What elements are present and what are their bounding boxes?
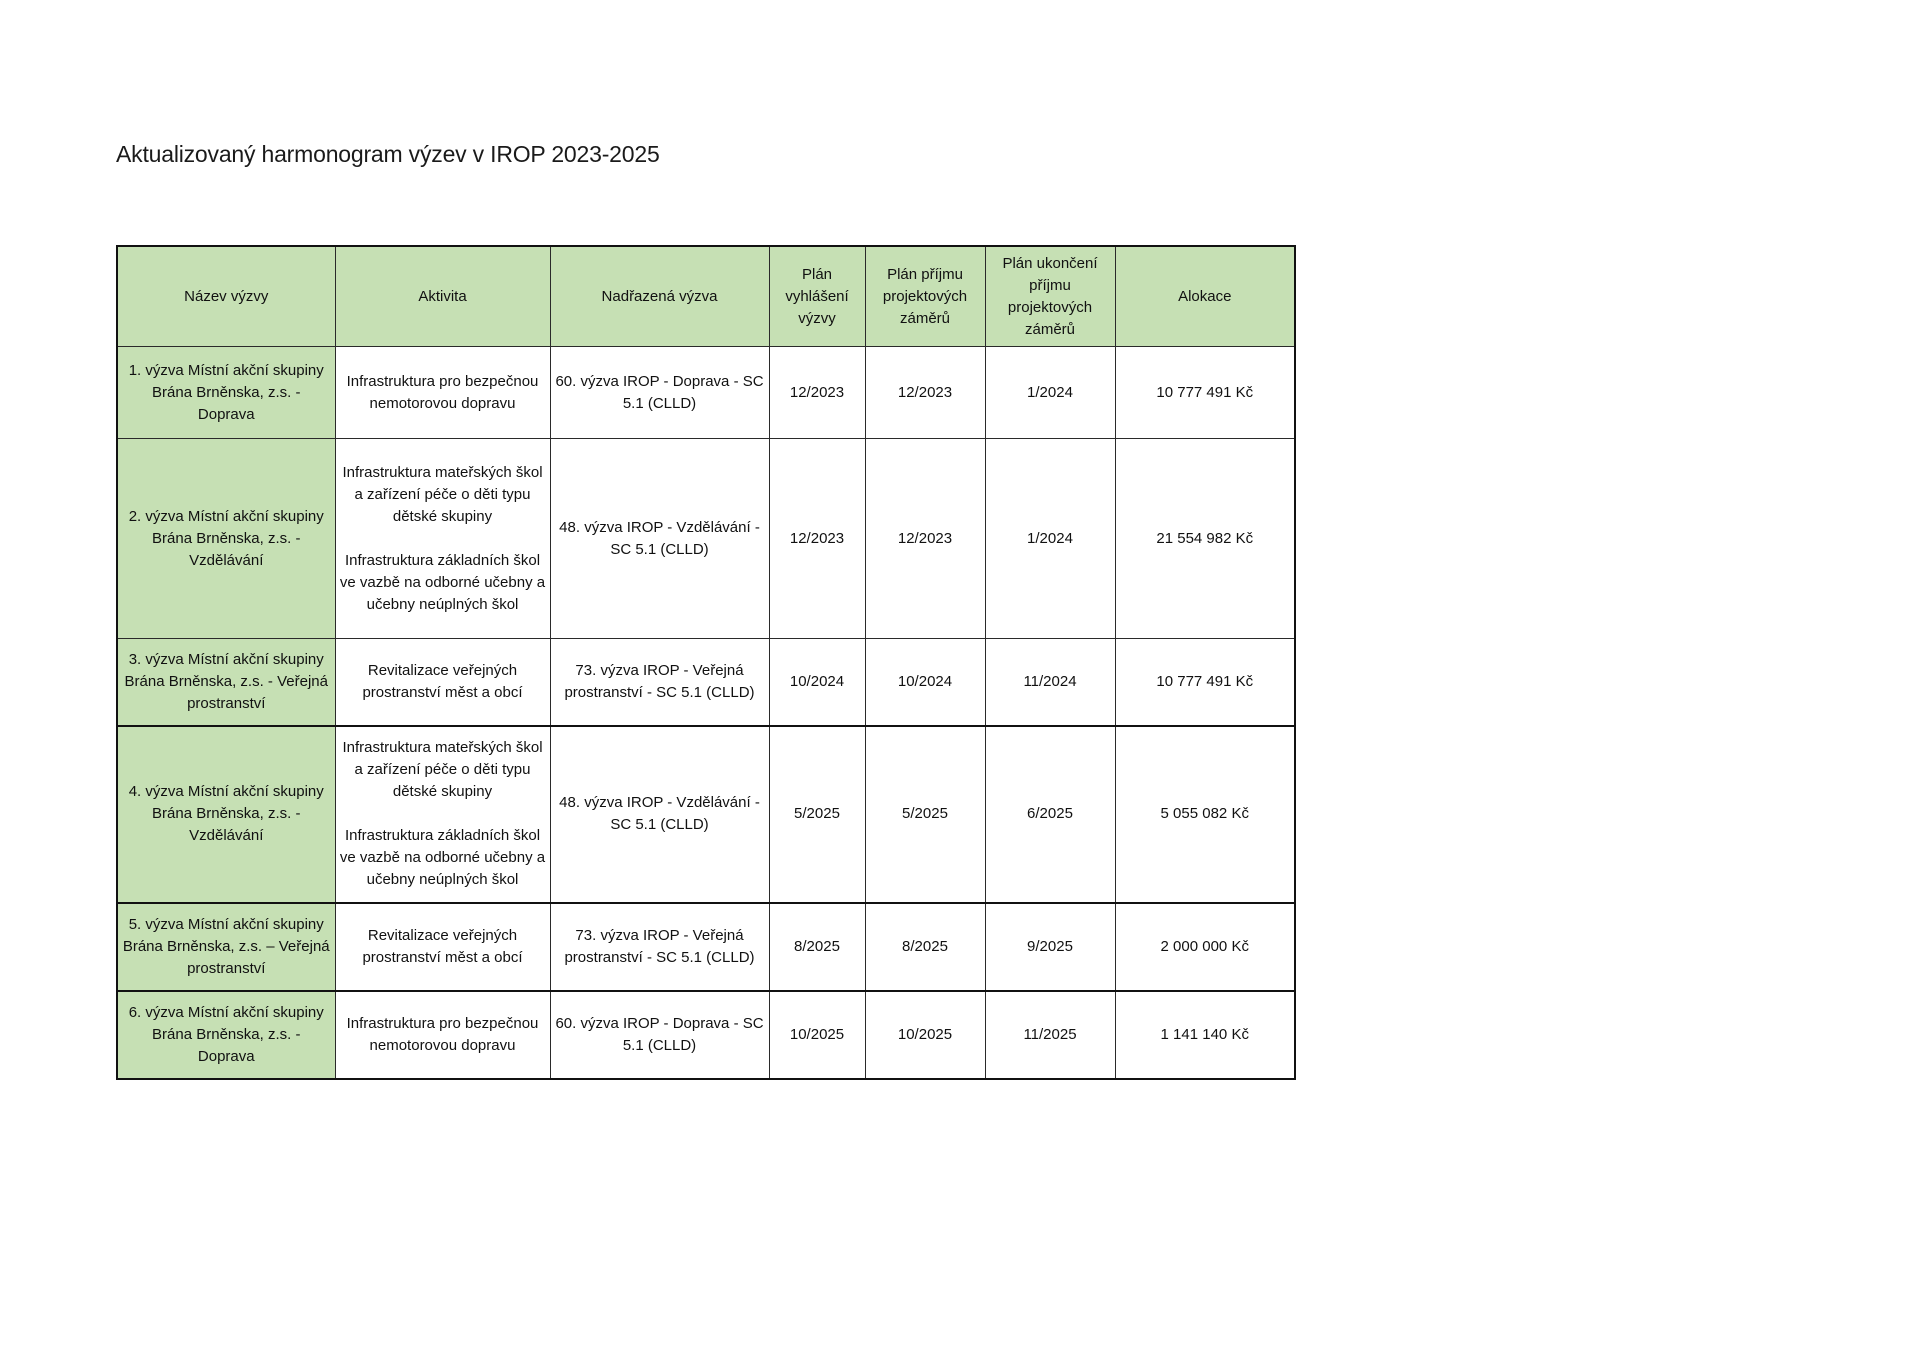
call-activity	[335, 639, 550, 726]
activity-text: Infrastruktura mateřských škol a zařízení péče o děti typu dětské skupiny	[342, 739, 543, 800]
activity-text: Infrastruktura pro bezpečnou nemotorovou dopravu	[346, 372, 539, 412]
call-name: 2. výzva Místní akční skupiny Brána Brněnska, z.s. - Vzdělávání	[117, 439, 335, 639]
call-parent: 73. výzva IROP - Veřejná prostranství - SC 5.1 (CLLD)	[550, 903, 769, 991]
call-intake-end: 1/2024	[985, 439, 1115, 639]
header-intake-end-plan: Plán ukončení příjmu projektových záměrů	[985, 246, 1115, 347]
call-name: 6. výzva Místní akční skupiny Brána Brněnska, z.s. - Doprava	[117, 991, 335, 1079]
activity-text: Infrastruktura základních škol ve vazbě na odborné učebny a učebny neúplných škol	[339, 551, 546, 613]
call-intake: 10/2025	[865, 991, 985, 1079]
call-intake: 8/2025	[865, 903, 985, 991]
call-activity	[335, 726, 550, 903]
call-intake-end: 11/2025	[985, 991, 1115, 1079]
call-announce: 12/2023	[769, 439, 865, 639]
call-allocation: 1 141 140 Kč	[1115, 991, 1295, 1079]
call-parent: 60. výzva IROP - Doprava - SC 5.1 (CLLD)	[550, 347, 769, 439]
call-intake-end: 6/2025	[985, 726, 1115, 903]
header-announce-plan: Plán vyhlášení výzvy	[769, 246, 865, 347]
activity-text: Infrastruktura pro bezpečnou nemotorovou dopravu	[346, 1014, 539, 1054]
header-row	[117, 246, 1295, 347]
call-intake: 12/2023	[865, 439, 985, 639]
call-parent: 48. výzva IROP - Vzdělávání - SC 5.1 (CLLD)	[550, 726, 769, 903]
call-activity	[335, 903, 550, 991]
header-parent-call: Nadřazená výzva	[550, 246, 769, 347]
call-activity	[335, 439, 550, 639]
table-row	[117, 639, 1295, 726]
activity-text: Infrastruktura mateřských škol a zařízení péče o děti typu dětské skupiny	[342, 463, 543, 525]
call-intake: 12/2023	[865, 347, 985, 439]
call-allocation: 10 777 491 Kč	[1115, 347, 1295, 439]
table-row	[117, 726, 1295, 903]
call-activity	[335, 991, 550, 1079]
call-name: 4. výzva Místní akční skupiny Brána Brněnska, z.s. - Vzdělávání	[117, 726, 335, 903]
call-intake-end: 9/2025	[985, 903, 1115, 991]
header-activity: Aktivita	[335, 246, 550, 347]
call-allocation: 2 000 000 Kč	[1115, 903, 1295, 991]
call-announce: 5/2025	[769, 726, 865, 903]
table-row	[117, 439, 1295, 639]
call-announce: 10/2025	[769, 991, 865, 1079]
activity-text: Infrastruktura základních škol ve vazbě na odborné učebny a učebny neúplných škol	[339, 827, 546, 888]
call-name: 3. výzva Místní akční skupiny Brána Brněnska, z.s. - Veřejná prostranství	[117, 639, 335, 726]
table-row	[117, 347, 1295, 439]
call-activity	[335, 347, 550, 439]
table-row	[117, 903, 1295, 991]
call-intake-end: 1/2024	[985, 347, 1115, 439]
call-announce: 8/2025	[769, 903, 865, 991]
call-intake: 10/2024	[865, 639, 985, 726]
call-allocation: 5 055 082 Kč	[1115, 726, 1295, 903]
call-parent: 60. výzva IROP - Doprava - SC 5.1 (CLLD)	[550, 991, 769, 1079]
header-allocation: Alokace	[1115, 246, 1295, 347]
call-announce: 10/2024	[769, 639, 865, 726]
call-name: 1. výzva Místní akční skupiny Brána Brněnska, z.s. - Doprava	[117, 347, 335, 439]
activity-text: Revitalizace veřejných prostranství měst a obcí	[362, 926, 523, 966]
call-parent: 48. výzva IROP - Vzdělávání - SC 5.1 (CLLD)	[550, 439, 769, 639]
header-intake-plan: Plán příjmu projektových záměrů	[865, 246, 985, 347]
call-intake: 5/2025	[865, 726, 985, 903]
call-announce: 12/2023	[769, 347, 865, 439]
activity-text: Revitalizace veřejných prostranství měst a obcí	[362, 661, 523, 701]
call-parent: 73. výzva IROP - Veřejná prostranství - SC 5.1 (CLLD)	[550, 639, 769, 726]
call-allocation: 21 554 982 Kč	[1115, 439, 1295, 639]
call-allocation: 10 777 491 Kč	[1115, 639, 1295, 726]
schedule-table	[116, 245, 1296, 1080]
header-name: Název výzvy	[117, 246, 335, 347]
call-name: 5. výzva Místní akční skupiny Brána Brněnska, z.s. – Veřejná prostranství	[117, 903, 335, 991]
call-intake-end: 11/2024	[985, 639, 1115, 726]
table-row	[117, 991, 1295, 1079]
page-title: Aktualizovaný harmonogram výzev v IROP 2023-2025	[116, 141, 660, 167]
